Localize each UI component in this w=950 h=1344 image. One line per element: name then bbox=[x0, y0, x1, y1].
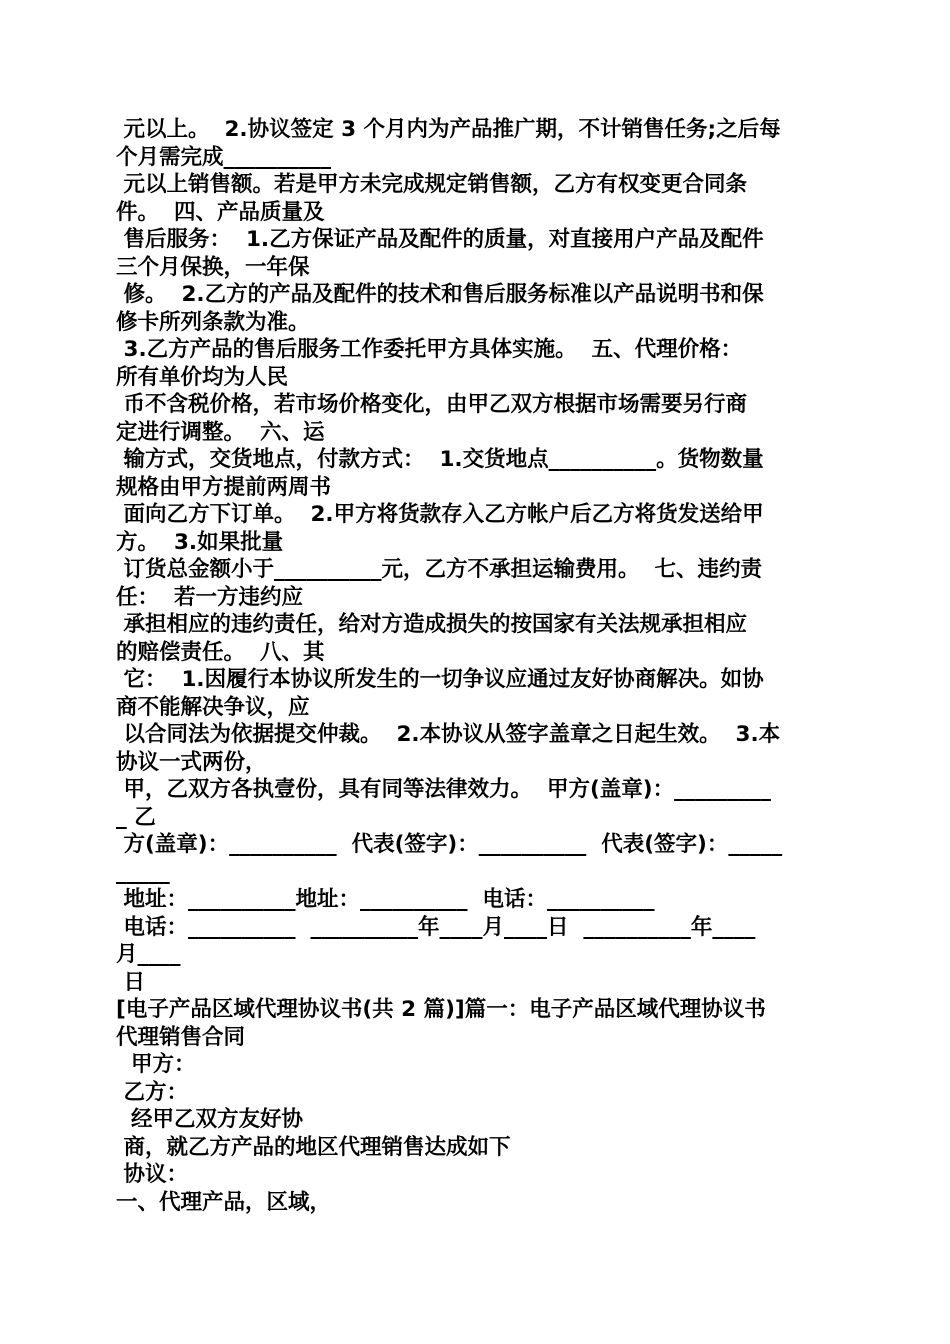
text-line: 代理销售合同 bbox=[116, 1024, 246, 1050]
text-line: 一、代理产品，区域， bbox=[116, 1189, 332, 1215]
text-line: 任： 若一方违约应 bbox=[116, 584, 303, 610]
text-line: 乙方： bbox=[116, 1079, 188, 1105]
text-line: 地址：__________地址：__________ 电话：__________ bbox=[116, 887, 655, 912]
text-line: 修。 2.乙方的产品及配件的技术和售后服务标准以产品说明书和保 bbox=[116, 282, 764, 307]
text-line: 售后服务： 1.乙方保证产品及配件的质量，对直接用户产品及配件 bbox=[116, 227, 764, 252]
text-line: 方(盖章)：__________ 代表(签字)：__________ 代表(签字)：_____ bbox=[116, 832, 783, 857]
text-line: 商不能解决争议，应 bbox=[116, 694, 310, 720]
text-line: 以合同法为依据提交仲裁。 2.本协议从签字盖章之日起生效。 3.本 bbox=[116, 722, 781, 747]
text-line: 协议： bbox=[116, 1162, 188, 1187]
text-line: 它： 1.因履行本协议所发生的一切争议应通过友好协商解决。如协 bbox=[116, 667, 764, 692]
text-line: 方。 3.如果批量 bbox=[116, 529, 284, 555]
text-line: 所有单价均为人民 bbox=[116, 364, 289, 390]
text-line: 承担相应的违约责任，给对方造成损失的按国家有关法规承担相应 bbox=[116, 612, 747, 637]
text-line: 的赔偿责任。 八、其 bbox=[116, 639, 325, 665]
text-line: 件。 四、产品质量及 bbox=[116, 199, 325, 225]
text-line: 订货总金额小于__________元，乙方不承担运输费用。 七、违约责 bbox=[116, 557, 762, 582]
section-heading: [电子产品区域代理协议书(共 2 篇)]篇一：电子产品区域代理协议书 bbox=[116, 997, 766, 1022]
text-line: 电话：__________ __________年____月____日 __________年____ bbox=[116, 914, 756, 940]
text-line: 甲，乙双方各执壹份，具有同等法律效力。 甲方(盖章)：_________ bbox=[116, 777, 771, 802]
text-line: 修卡所列条款为准。 bbox=[116, 309, 310, 335]
text-line: 经甲乙双方友好协 bbox=[116, 1107, 303, 1132]
text-line: 元以上。 2.协议签定 3 个月内为产品推广期，不计销售任务;之后每 bbox=[116, 117, 781, 142]
text-line: 协议一式两份， bbox=[116, 749, 267, 775]
text-line: _____ bbox=[116, 859, 170, 885]
text-line: 三个月保换，一年保 bbox=[116, 254, 310, 280]
text-line: 商，就乙方产品的地区代理销售达成如下 bbox=[116, 1134, 511, 1160]
text-line: 日 bbox=[116, 969, 145, 995]
text-line: 规格由甲方提前两周书 bbox=[116, 474, 332, 500]
text-line: 元以上销售额。若是甲方未完成规定销售额，乙方有权变更合同条 bbox=[116, 172, 747, 197]
text-line: 甲方： bbox=[116, 1052, 196, 1077]
text-line: 面向乙方下订单。 2.甲方将货款存入乙方帐户后乙方将货发送给甲 bbox=[116, 502, 764, 527]
text-line: 币不含税价格，若市场价格变化，由甲乙双方根据市场需要另行商 bbox=[116, 392, 747, 417]
text-line: 个月需完成__________ bbox=[116, 144, 332, 170]
text-line: 定进行调整。 六、运 bbox=[116, 419, 325, 445]
document-body bbox=[116, 116, 836, 1216]
text-line: 3.乙方产品的售后服务工作委托甲方具体实施。 五、代理价格： bbox=[116, 337, 743, 362]
text-line: 输方式，交货地点，付款方式： 1.交货地点__________。货物数量 bbox=[116, 447, 764, 472]
text-line: _ 乙 bbox=[116, 804, 156, 830]
text-line: 月____ bbox=[116, 942, 181, 967]
